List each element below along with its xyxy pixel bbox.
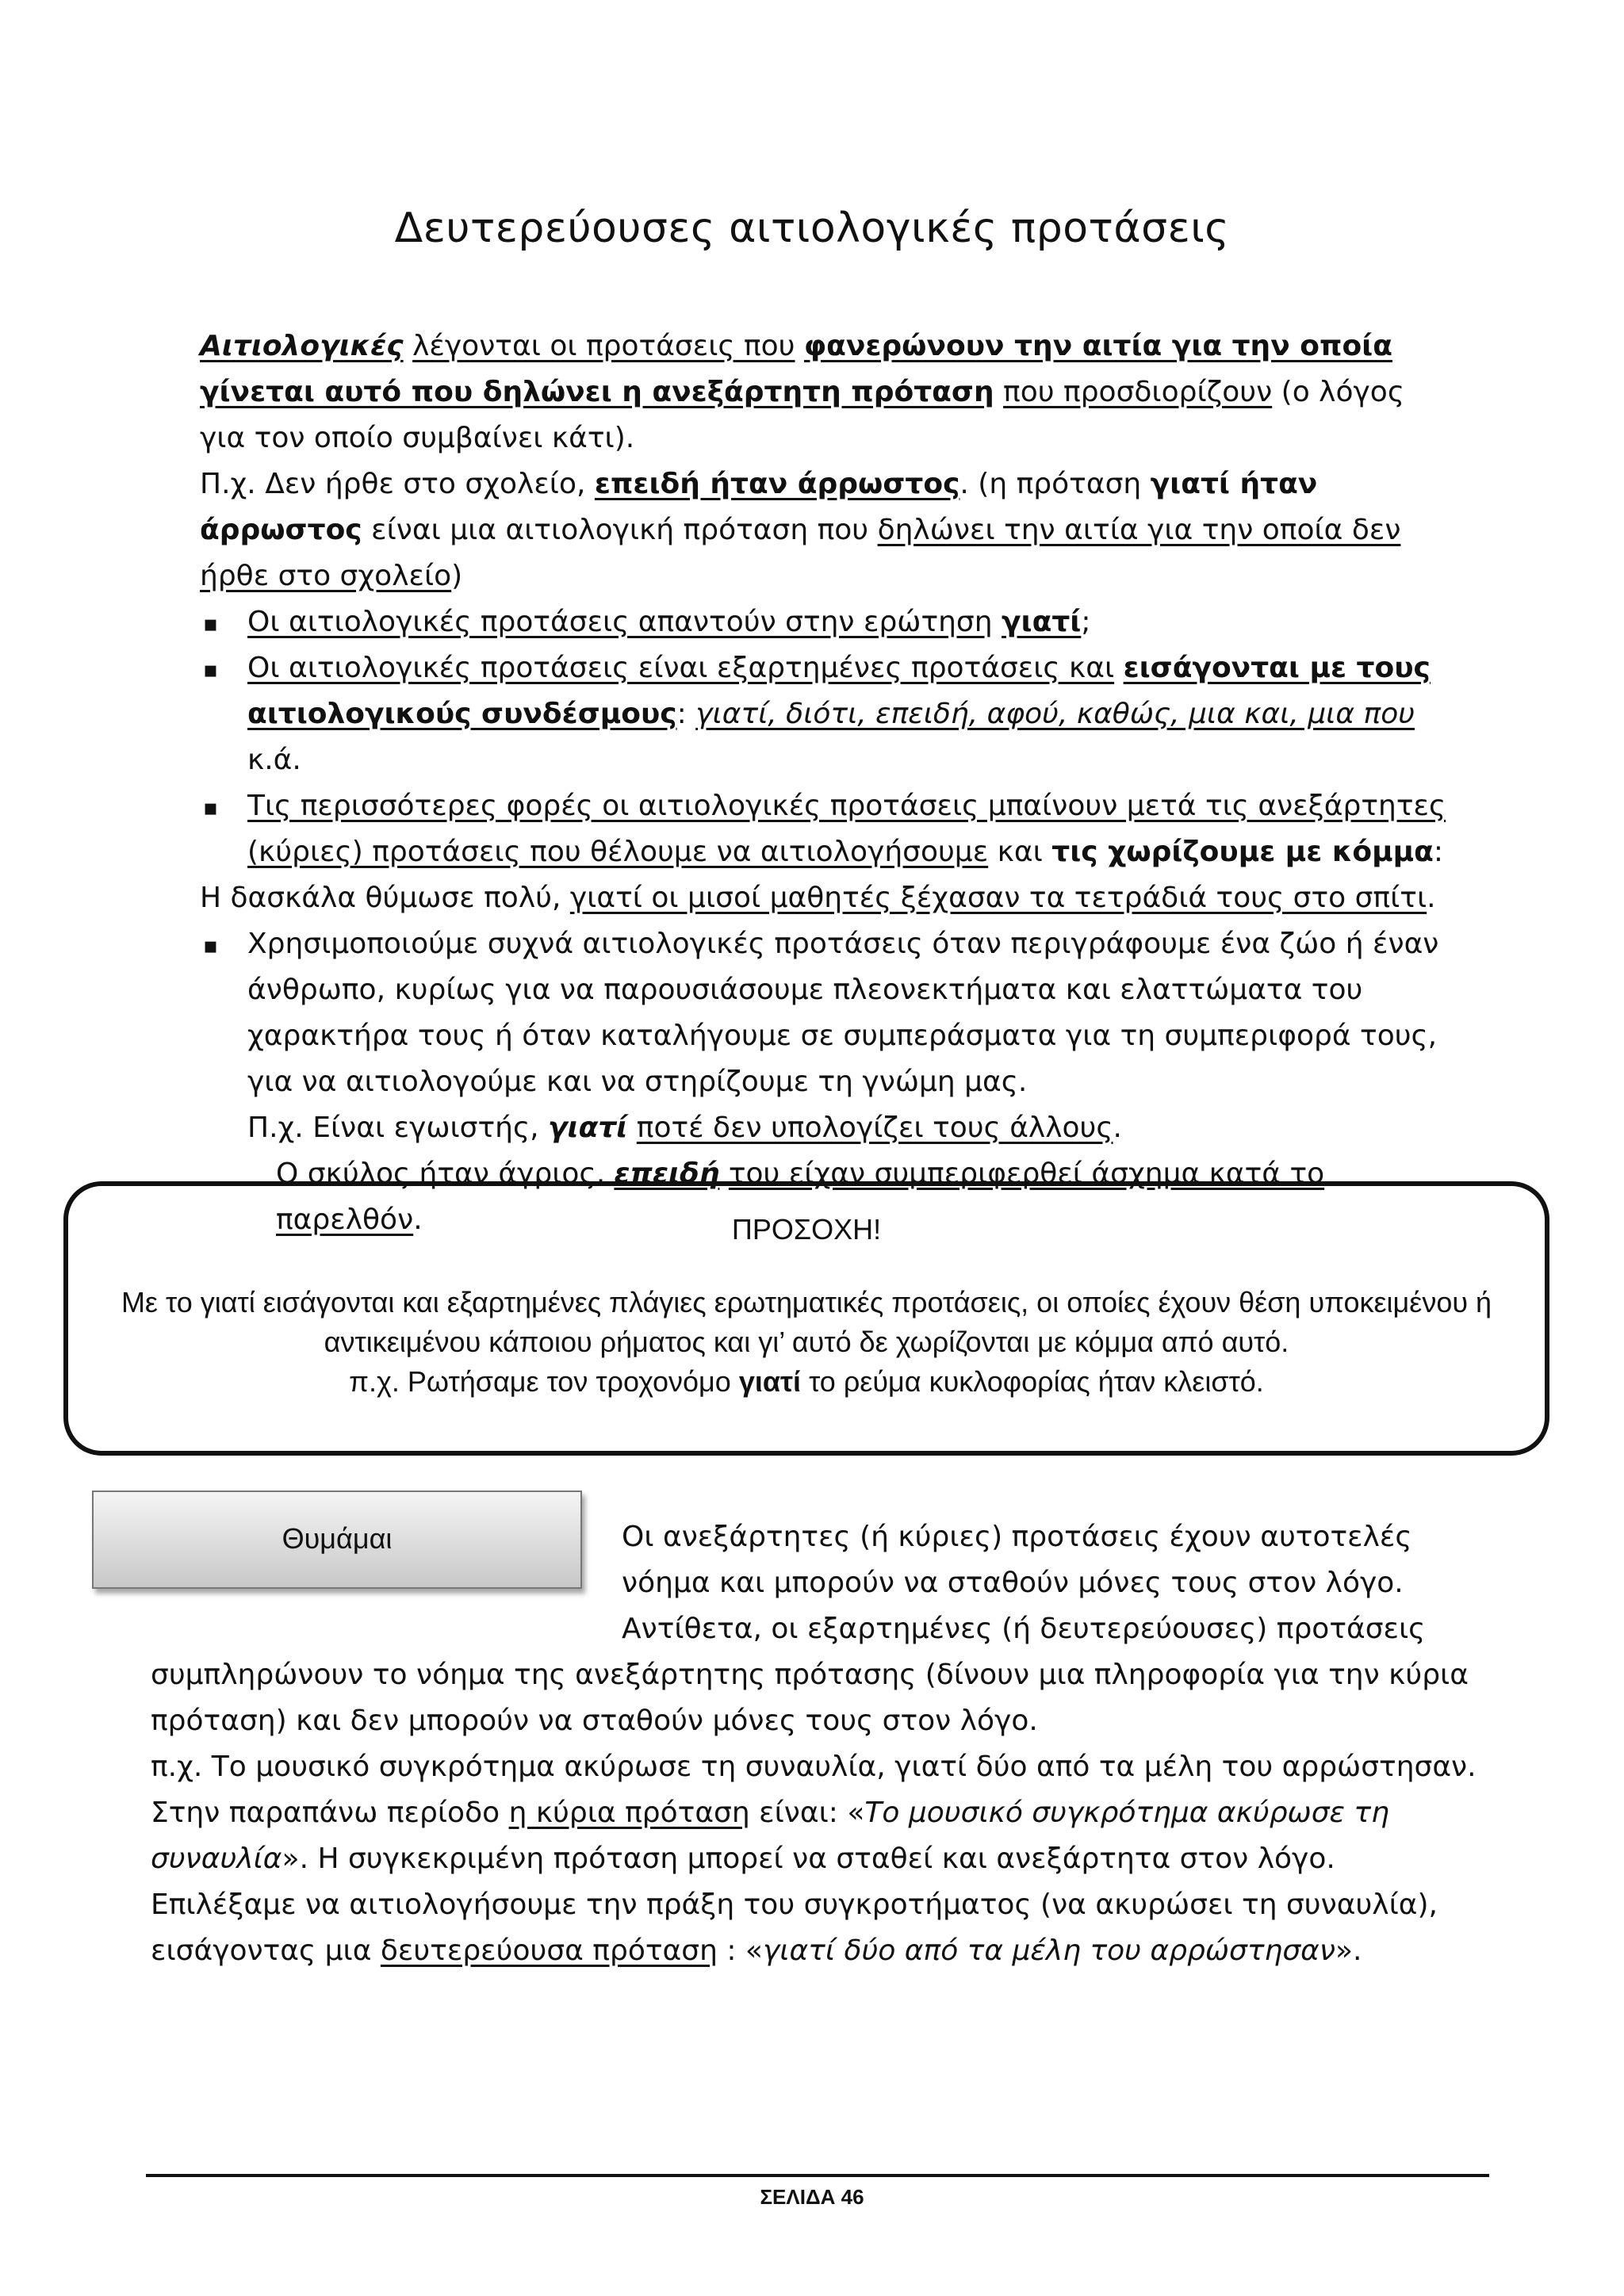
list-item [200, 783, 1453, 875]
bullet-3-bold: τις χωρίζουμε με κόμμα [1051, 836, 1434, 868]
example-text-2: . (η πρόταση [959, 468, 1142, 500]
bullet-1-bold: γιατί [1002, 606, 1082, 638]
remember-p3-underlined: η κύρια πρόταση [508, 1797, 750, 1829]
remember-p4-underlined: δευτερεύουσα πρόταση [380, 1934, 718, 1967]
usage-example-2-bold: επειδή [614, 1158, 720, 1190]
remember-side-1: Οι ανεξάρτητες (ή κύριες) προτάσεις έχουν αυτοτελές νόημα και μπορούν να σταθούν μόνες τους στον λόγο. [622, 1521, 1412, 1599]
rules-list [200, 599, 1453, 875]
bullet-1-text: Οι αιτιολογικές προτάσεις απαντούν στην ερώτηση [247, 606, 993, 638]
remember-p4-text-2: : « [726, 1934, 763, 1967]
definition-text-2: που προσδιορίζουν [1003, 376, 1273, 408]
bullet-1-end: ; [1081, 606, 1091, 638]
intro-section [200, 323, 1453, 1243]
remember-p3-italic: Το μουσικό συγκρότημα ακύρωσε τη συναυλία [151, 1797, 1389, 1875]
remember-p4-italic: γιατί δύο από τα μέλη του αρρώστησαν [762, 1934, 1335, 1967]
example-text-4: ) [451, 560, 463, 592]
usage-example-2-underlined: του είχαν συμπεριφερθεί άσχημα κατά το παρελθόν [276, 1158, 1325, 1236]
usage-example-1-end: . [1113, 1112, 1122, 1144]
usage-list [200, 921, 1453, 1105]
remember-side-text [622, 1514, 1462, 1652]
usage-example-1-underlined: ποτέ δεν υπολογίζει τους άλλους [636, 1112, 1113, 1144]
square-bullet-icon: ▪ [203, 656, 218, 683]
usage-example-1-text: Π.χ. Είναι εγωιστής, [247, 1112, 539, 1144]
usage-example-2-text: Ο σκύλος ήταν άγριος, [276, 1158, 605, 1190]
remember-label-box: Θυμάμαι [92, 1490, 582, 1589]
list-item [200, 599, 1453, 645]
term-aitiologikes: Αιτιολογικές [200, 330, 404, 362]
remember-side-2: Αντίθετα, οι εξαρτημένες (ή δευτερεύουσες) προτάσεις [622, 1613, 1426, 1645]
bullet-2-colon: : [676, 698, 687, 730]
warning-box [63, 1181, 1549, 1456]
bullet-3-text: Τις περισσότερες φορές οι αιτιολογικές προτάσεις μπαίνουν μετά τις ανεξάρτητες (κύριες) προτάσεις που θέλουμε να αιτιολογήσουμε [247, 790, 1446, 868]
remember-main-text [151, 1652, 1499, 1974]
usage-example-1-bold: γιατί [548, 1112, 628, 1144]
square-bullet-icon: ▪ [203, 610, 218, 637]
example-text: Π.χ. Δεν ήρθε στο σχολείο, [200, 468, 586, 500]
bullet-3-and: και [997, 836, 1043, 868]
list-item [200, 645, 1453, 783]
remember-p3-text-3: ». Η συγκεκριμένη πρόταση μπορεί να σταθεί και ανεξάρτητα στον λόγο. [282, 1843, 1335, 1875]
example-bold-2: γιατί ήταν άρρωστος [200, 468, 1318, 546]
usage-example-1 [200, 1105, 1453, 1151]
remember-paragraph-3 [151, 1790, 1499, 1882]
comma-example-text: Η δασκάλα θύμωσε πολύ, [200, 882, 561, 914]
definition-bold: φανερώνουν την αιτία για την οποία γίνεται αυτό που δηλώνει η ανεξάρτητη πρόταση [200, 330, 1392, 408]
definition-paragraph [200, 323, 1453, 461]
definition-text-3: (ο λόγος για τον οποίο συμβαίνει κάτι). [200, 376, 1404, 454]
page-number: ΣΕΛΙΔΑ 46 [760, 2185, 864, 2209]
example-text-3: είναι μια αιτιολογική πρόταση που [371, 514, 869, 546]
bullet-2-conjunctions: γιατί, διότι, επειδή, αφού, καθώς, μια και, μια που [695, 698, 1415, 730]
remember-p4-text: Επιλέξαμε να αιτιολογήσουμε την πράξη του συγκροτήματος (να ακυρώσει τη συναυλία), εισάγοντας μια [151, 1888, 1438, 1967]
bullet-2-end: κ.ά. [247, 744, 301, 776]
remember-p4-text-3: ». [1335, 1934, 1362, 1967]
bullet-2-text: Οι αιτιολογικές προτάσεις είναι εξαρτημένες προτάσεις και [247, 652, 1115, 684]
example-paragraph [200, 461, 1453, 599]
list-item [200, 921, 1453, 1105]
warning-text: Με το γιατί εισάγονται και εξαρτημένες πλάγιες ερωτηματικές προτάσεις, οι οποίες έχουν θέση υποκειμένου ή αντικειμένου κάποιου ρήματος και γι’ αυτό δε χωρίζονται με κόμμα από αυτό. [121, 1286, 1492, 1358]
page-title: Δευτερεύουσες αιτιολογικές προτάσεις [394, 205, 1230, 252]
warning-body [68, 1283, 1545, 1402]
example-bold: επειδή ήταν άρρωστος [594, 468, 960, 500]
bullet-2-bold: εισάγονται με τους αιτιολογικούς συνδέσμους [247, 652, 1431, 730]
remember-paragraph-4 [151, 1882, 1499, 1974]
warning-example [100, 1362, 1513, 1402]
warning-example-bold: γιατί [738, 1365, 802, 1398]
remember-main-1: συμπληρώνουν το νόημα της ανεξάρτητης πρότασης (δίνουν μια πληροφορία για την κύρια πρόταση) και δεν μπορούν να σταθούν μόνες τους στον λόγο. [151, 1659, 1469, 1737]
footer-divider [146, 2174, 1489, 2177]
comma-example-underlined: γιατί οι μισοί μαθητές ξέχασαν τα τετράδιά τους στο σπίτι [569, 882, 1427, 914]
warning-title: ΠΡΟΣΟΧΗ! [731, 1213, 882, 1246]
bullet-4-text: Χρησιμοποιούμε συχνά αιτιολογικές προτάσεις όταν περιγράφουμε ένα ζώο ή έναν άνθρωπο, κυρίως για να παρουσιάσουμε πλεονεκτήματα και ελαττώματα του χαρακτήρα τους ή όταν καταλήγουμε σε συμπεράσματα για τη συμπεριφορά τους, για να αιτιολογούμε και να στηρίζουμε τη γνώμη μας. [247, 928, 1439, 1098]
square-bullet-icon: ▪ [203, 932, 218, 959]
example-underlined: δηλώνει την αιτία για την οποία δεν ήρθε στο σχολείο [200, 514, 1401, 592]
comma-example [200, 875, 1453, 921]
remember-example: π.χ. Το μουσικό συγκρότημα ακύρωσε τη συναυλία, γιατί δύο από τα μέλη του αρρώστησαν. [151, 1751, 1477, 1783]
warning-example-text: π.χ. Ρωτήσαμε τον τροχονόμο [349, 1365, 731, 1398]
remember-p3-text-2: είναι: « [759, 1797, 865, 1829]
definition-text: λέγονται οι προτάσεις που [412, 330, 795, 362]
comma-example-end: . [1427, 882, 1436, 914]
remember-p3-text: Στην παραπάνω περίοδο [151, 1797, 500, 1829]
warning-example-end: το ρεύμα κυκλοφορίας ήταν κλειστό. [809, 1365, 1264, 1398]
square-bullet-icon: ▪ [203, 794, 218, 821]
bullet-3-end: : [1433, 836, 1443, 868]
usage-example-2-end: . [413, 1203, 423, 1236]
